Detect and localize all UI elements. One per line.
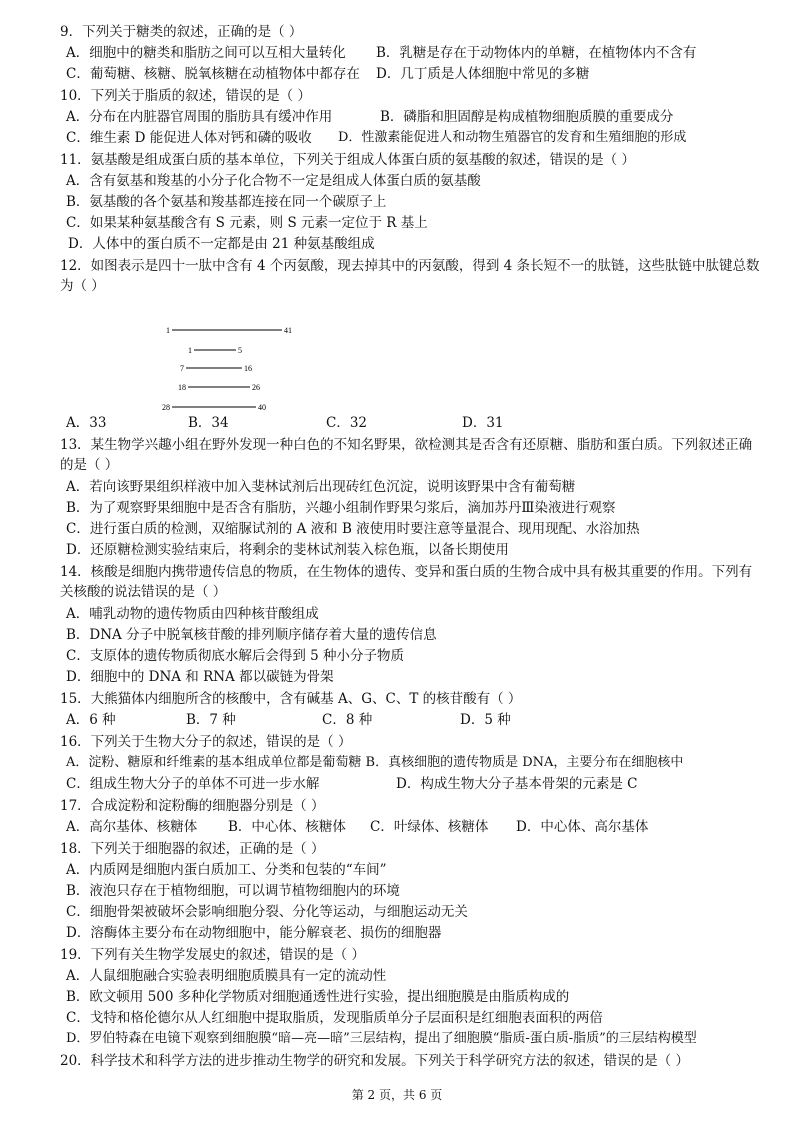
question-13-stem: 13．某生物学兴趣小组在野外发现一种白色的不知名野果，欲检测其是否含有还原糖、脂肪和蛋白质。下列叙述正确的是（ ） (60, 437, 753, 473)
question-10-option-c: C．维生素 D 能促进人体对钙和磷的吸收 (66, 130, 312, 146)
question-18-option-d: D．溶酶体主要分布在动物细胞中，能分解衰老、损伤的细胞器 (66, 925, 442, 941)
question-15-option-a: A．6 种 (66, 712, 116, 728)
question-14-option-d: D．细胞中的 DNA 和 RNA 都以碳链为骨架 (66, 669, 334, 685)
segment-1-end-label: 41 (284, 326, 292, 335)
question-17-option-b: B．中心体、核糖体 (228, 819, 346, 835)
question-11-option-d: D．人体中的蛋白质不一定都是由 21 种氨基酸组成 (68, 236, 375, 252)
question-17-option-a: A．高尔基体、核糖体 (66, 819, 198, 835)
question-19-stem: 19．下列有关生物学发展史的叙述，错误的是（ ） (60, 947, 365, 963)
question-16-option-d: D．构成生物大分子基本骨架的元素是 C (396, 776, 638, 792)
question-12-stem: 12．如图表示是四十一肽中含有 4 个丙氨酸，现去掉其中的丙氨酸，得到 4 条长短不一的肽链，这些肽链中肽键总数为（ ） (60, 258, 760, 294)
segment-3-end-label: 16 (244, 364, 252, 373)
question-19-option-c: C．戈特和格伦德尔从人红细胞中提取脂质，发现脂质单分子层面积是红细胞表面积的两倍 (66, 1010, 603, 1026)
question-12-option-b: B．34 (188, 415, 229, 431)
question-16-stem: 16．下列关于生物大分子的叙述，错误的是（ ） (60, 734, 352, 750)
question-13-option-a: A．若向该野果组织样液中加入斐林试剂后出现砖红色沉淀，说明该野果中含有葡萄糖 (66, 479, 576, 495)
segment-5-start-label: 28 (162, 403, 170, 412)
question-11-option-c: C．如果某种氨基酸含有 S 元素，则 S 元素一定位于 R 基上 (66, 215, 428, 231)
question-12-option-c: C．32 (326, 415, 368, 431)
question-17-option-c: C．叶绿体、核糖体 (370, 819, 489, 835)
question-9-option-b: B．乳糖是存在于动物体内的单糖，在植物体内不含有 (376, 45, 697, 61)
segment-1-41 (166, 326, 292, 335)
page-footer: 第 2 页，共 6 页 (351, 1088, 443, 1102)
question-18-option-c: C．细胞骨架被破坏会影响细胞分裂、分化等运动，与细胞运动无关 (66, 904, 468, 920)
question-15-option-c: C．8 种 (322, 712, 373, 728)
question-16-option-c: C．组成生物大分子的单体不可进一步水解 (66, 776, 320, 792)
question-9-option-d: D．几丁质是人体细胞中常见的多糖 (376, 66, 590, 82)
segment-1-5 (188, 346, 242, 355)
question-12-option-a: A．33 (66, 415, 107, 431)
question-9-stem: 9．下列关于糖类的叙述，正确的是（ ） (60, 24, 303, 40)
segment-28-40 (162, 403, 266, 412)
question-14-option-a: A．哺乳动物的遗传物质由四种核苷酸组成 (66, 606, 319, 622)
question-16-option-ab: A．淀粉、糖原和纤维素的基本组成单位都是葡萄糖 B．真核细胞的遗传物质是 DNA，主要分布在细胞核中 (66, 755, 684, 770)
segment-18-26 (178, 383, 260, 392)
question-10-stem: 10．下列关于脂质的叙述，错误的是（ ） (60, 88, 311, 104)
question-18-stem: 18．下列关于细胞器的叙述，正确的是（ ） (60, 841, 325, 857)
question-14-option-c: C．支原体的遗传物质彻底水解后会得到 5 种小分子物质 (66, 648, 405, 664)
question-10-option-a: A．分布在内脏器官周围的脂肪具有缓冲作用 (66, 109, 333, 125)
segment-2-start-label: 1 (188, 346, 192, 355)
segment-3-start-label: 7 (180, 364, 184, 373)
question-19-option-d: D．罗伯特森在电镜下观察到细胞膜“暗—亮—暗”三层结构，提出了细胞膜“脂质-蛋白质-脂质”的三层结构模型 (66, 1031, 697, 1046)
question-10-option-d: D．性激素能促进人和动物生殖器官的发育和生殖细胞的形成 (338, 130, 687, 145)
question-19-option-a: A．人鼠细胞融合实验表明细胞质膜具有一定的流动性 (66, 968, 387, 984)
question-10-option-b: B．磷脂和胆固醇是构成植物细胞质膜的重要成分 (380, 109, 674, 125)
segment-4-end-label: 26 (252, 383, 260, 392)
question-13-option-b: B．为了观察野果细胞中是否含有脂肪，兴趣小组制作野果匀浆后，滴加苏丹Ⅲ染液进行观察 (66, 500, 616, 516)
question-11-option-a: A．含有氨基和羧基的小分子化合物不一定是组成人体蛋白质的氨基酸 (66, 173, 481, 189)
question-17-option-d: D．中心体、高尔基体 (516, 819, 649, 835)
question-13-option-c: C．进行蛋白质的检测，双缩脲试剂的 A 液和 B 液使用时要注意等量混合、现用现配、水浴加热 (66, 521, 640, 537)
question-14-option-b: B．DNA 分子中脱氧核苷酸的排列顺序储存着大量的遗传信息 (66, 627, 437, 643)
question-17-stem: 17．合成淀粉和淀粉酶的细胞器分别是（ ） (60, 798, 325, 814)
segment-7-16 (180, 364, 252, 373)
segment-2-end-label: 5 (238, 346, 242, 355)
segment-5-end-label: 40 (258, 403, 266, 412)
question-11-stem: 11．氨基酸是组成蛋白质的基本单位，下列关于组成人体蛋白质的氨基酸的叙述，错误的是（ ） (60, 152, 635, 168)
peptide-chain-diagram (150, 320, 310, 420)
segment-4-start-label: 18 (178, 383, 186, 392)
question-9-option-c: C．葡萄糖、核糖、脱氧核糖在动植物体中都存在 (66, 66, 360, 82)
question-14-stem: 14．核酸是细胞内携带遗传信息的物质，在生物体的遗传、变异和蛋白质的生物合成中具有极其重要的作用。下列有关核酸的说法错误的是（ ） (60, 564, 753, 600)
question-19-option-b: B．欧文顿用 500 多种化学物质对细胞通透性进行实验，提出细胞膜是由脂质构成的 (66, 989, 570, 1005)
question-18-option-a: A．内质网是细胞内蛋白质加工、分类和包装的“车间” (66, 862, 387, 878)
question-9-option-a: A．细胞中的糖类和脂肪之间可以互相大量转化 (66, 45, 346, 61)
question-20-stem: 20．科学技术和科学方法的进步推动生物学的研究和发展。下列关于科学研究方法的叙述，错误的是（ ） (60, 1053, 689, 1069)
question-11-option-b: B．氨基酸的各个氨基和羧基都连接在同一个碳原子上 (66, 194, 387, 210)
question-15-option-b: B．7 种 (186, 712, 236, 728)
question-18-option-b: B．液泡只存在于植物细胞，可以调节植物细胞内的环境 (66, 883, 400, 899)
question-15-stem: 15．大熊猫体内细胞所含的核酸中，含有碱基 A、G、C、T 的核苷酸有（ ） (60, 691, 522, 707)
question-15-option-d: D．5 种 (460, 712, 511, 728)
question-12-option-d: D．31 (462, 415, 504, 431)
question-13-option-d: D．还原糖检测实验结束后，将剩余的斐林试剂装入棕色瓶，以备长期使用 (66, 542, 509, 558)
segment-1-start-label: 1 (166, 326, 170, 335)
